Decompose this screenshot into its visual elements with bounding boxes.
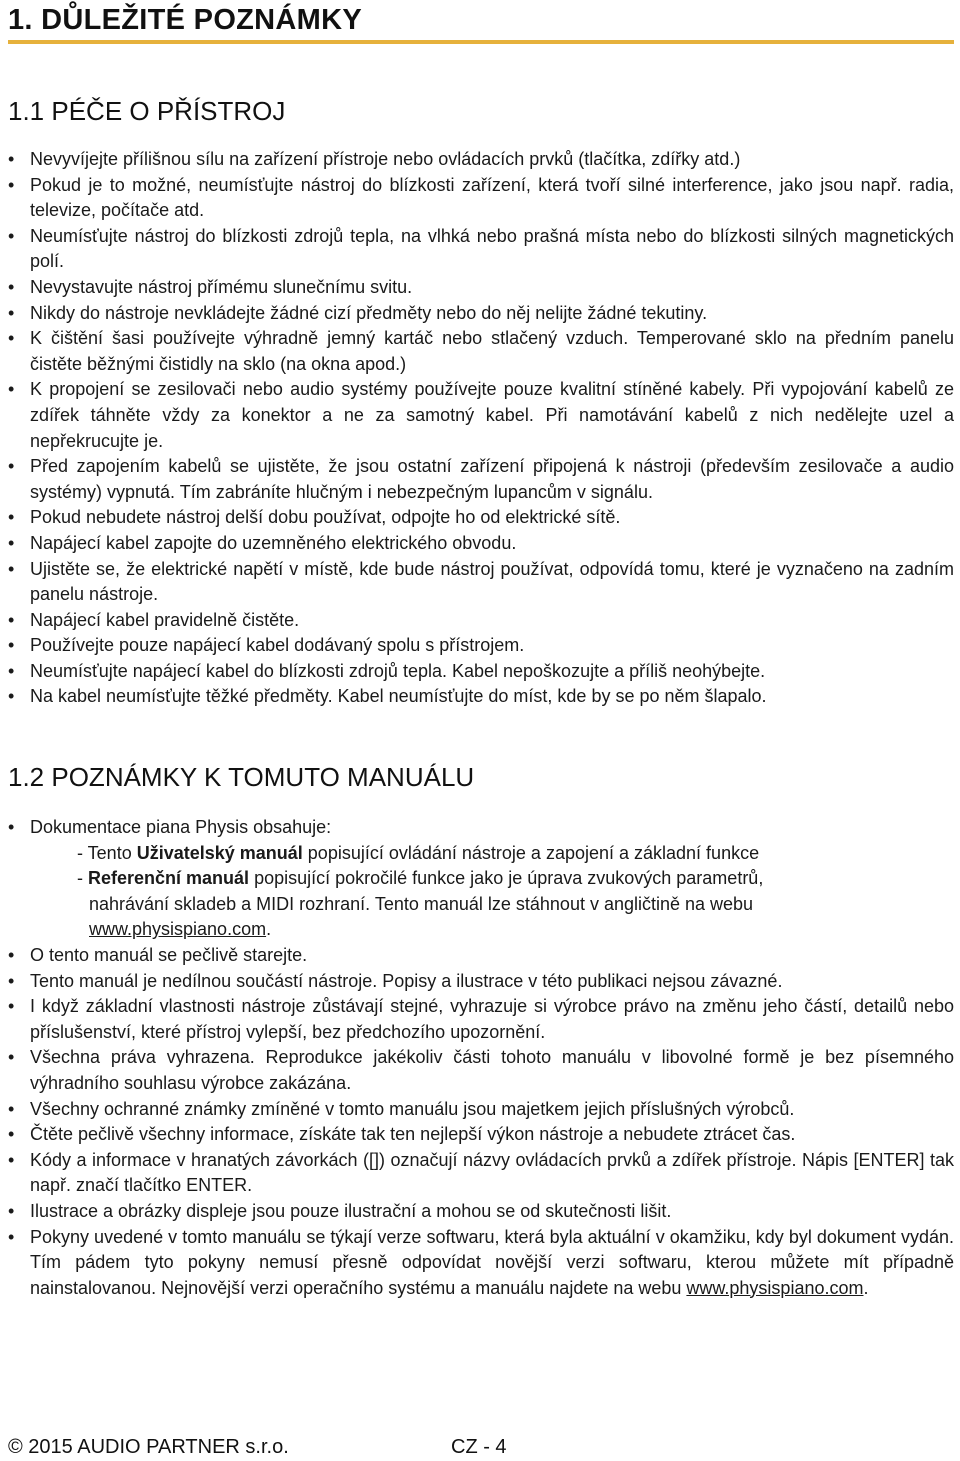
list-item: • I když základní vlastnosti nástroje zůstávají stejné, vyhrazuje si výrobce právo na změnu jeho částí, detailů nebo příslušenství, které přístroj vylepší, bez předchozího upozornění.	[8, 994, 954, 1045]
list-item: • Pokud je to možné, neumísťujte nástroj do blízkosti zařízení, která tvoří silné interference, jako jsou např. radia, televize, počítače atd.	[8, 173, 954, 224]
physis-website-link[interactable]: www.physispiano.com	[89, 919, 267, 940]
list-item: • Nevyvíjejte přílišnou sílu na zařízení přístroje nebo ovládacích prvků (tlačítka, zdířky atd.)	[8, 147, 954, 173]
list-item: • Pokud nebudete nástroj delší dobu používat, odpojte ho od elektrické sítě.	[8, 505, 954, 531]
doc-reference-manual-line	[30, 866, 954, 943]
list-item-software-version	[8, 1225, 954, 1302]
software-note-text: Pokyny uvedené v tomto manuálu se týkají verze softwaru, která byla aktuální v okamžiku, kdy byl dokument vydán. Tím pádem tyto pokyny nemusí přesně odpovídat novější verzi softwaru, kterou můžete mít případně nainstalovanou. Nejnovější verzi operačního systému a manuálu najdete na webu	[30, 1226, 954, 1298]
physis-website-link-2[interactable]: www.physispiano.com	[686, 1277, 864, 1298]
doc-line2-cont	[77, 892, 954, 943]
doc-line2-cont-text: nahrávání skladeb a MIDI rozhraní. Tento manuál lze stáhnout v angličtině na webu	[89, 893, 754, 914]
care-list	[8, 147, 954, 710]
manual-notes-list	[8, 815, 954, 1301]
doc-line2-rest: popisující pokročilé funkce jako je úprava zvukových parametrů,	[249, 868, 764, 889]
list-item: • Napájecí kabel pravidelně čistěte.	[8, 608, 954, 634]
list-item: • Napájecí kabel zapojte do uzemněného elektrického obvodu.	[8, 531, 954, 557]
section-title-care: 1.1 PÉČE O PŘÍSTROJ	[8, 96, 286, 126]
footer-page-number: CZ - 4	[451, 1436, 507, 1458]
list-item: • Všechna práva vyhrazena. Reprodukce jakékoliv části tohoto manuálu v libovolné formě je bez písemného výhradního souhlasu výrobce zakázána.	[8, 1045, 954, 1096]
doc-line1-rest: popisující ovládání nástroje a zapojení a základní funkce	[302, 842, 760, 863]
list-item: • Na kabel neumísťujte těžké předměty. Kabel neumísťujte do míst, kde by se po něm šlapalo.	[8, 684, 954, 710]
list-item: • Před zapojením kabelů se ujistěte, že jsou ostatní zařízení připojená k nástroji (především zesilovače a audio systémy) vypnutá. Tím zabráníte hlučným i nebezpečným lupancům v signálu.	[8, 454, 954, 505]
list-item: • Čtěte pečlivě všechny informace, získáte tak ten nejlepší výkon nástroje a nebudete ztrácet čas.	[8, 1122, 954, 1148]
doc-reference-manual-name: Referenční manuál	[88, 868, 250, 889]
list-item: • Neumísťujte napájecí kabel do blízkosti zdrojů tepla. Kabel nepoškozujte a příliš neohýbejte.	[8, 659, 954, 685]
list-item: • Používejte pouze napájecí kabel dodávaný spolu s přístrojem.	[8, 633, 954, 659]
doc-user-manual-name: Uživatelský manuál	[136, 842, 303, 863]
list-item: • O tento manuál se pečlivě starejte.	[8, 943, 954, 969]
page-title: 1. DŮLEŽITÉ POZNÁMKY	[8, 4, 363, 36]
software-note-period: .	[863, 1277, 869, 1298]
list-item: • Tento manuál je nedílnou součástí nástroje. Popisy a ilustrace v této publikaci nejsou závazné.	[8, 969, 954, 995]
list-item: • Kódy a informace v hranatých závorkách ([]) označují názvy ovládacích prvků a zdířek přístroje. Nápis [ENTER] tak např. značí tlačítko ENTER.	[8, 1148, 954, 1199]
doc-line2-prefix: -	[77, 868, 88, 889]
list-item: • Nikdy do nástroje nevkládejte žádné cizí předměty nebo do něj nelijte žádné tekutiny.	[8, 301, 954, 327]
list-item: • Ilustrace a obrázky displeje jsou pouze ilustrační a mohou se od skutečnosti lišit.	[8, 1199, 954, 1225]
section-title-manual: 1.2 POZNÁMKY K TOMUTO MANUÁLU	[8, 762, 475, 792]
list-item-documentation	[8, 815, 954, 943]
list-item: • Ujistěte se, že elektrické napětí v místě, kde bude nástroj používat, odpovídá tomu, které je vyznačeno na zadním panelu nástroje.	[8, 557, 954, 608]
doc-intro: Dokumentace piana Physis obsahuje:	[30, 817, 332, 837]
list-item: • K čištění šasi používejte výhradně jemný kartáč nebo stlačený vzduch. Temperované sklo na předním panelu čistěte běžnými čistidly na sklo (na okna apod.)	[8, 326, 954, 377]
list-item: • Nevystavujte nástroj přímému slunečnímu svitu.	[8, 275, 954, 301]
list-item: • Neumísťujte nástroj do blízkosti zdrojů tepla, na vlhká nebo prašná místa nebo do blízkosti silných magnetických polí.	[8, 224, 954, 275]
page-header	[8, 0, 954, 44]
doc-link-period: .	[266, 919, 272, 940]
footer-copyright: © 2015 AUDIO PARTNER s.r.o.	[8, 1436, 289, 1458]
doc-line1-prefix: - Tento	[77, 842, 137, 863]
list-item: • Všechny ochranné známky zmíněné v tomto manuálu jsou majetkem jejich příslušných výrobců.	[8, 1097, 954, 1123]
list-item: • K propojení se zesilovači nebo audio systémy používejte pouze kvalitní stíněné kabely. Při vypojování kabelů ze zdířek táhněte vždy za konektor a ne za samotný kabel. Při namotávání kabelů z nich nedělejte uzel a nepřekrucujte je.	[8, 377, 954, 454]
doc-user-manual-line	[30, 841, 954, 867]
